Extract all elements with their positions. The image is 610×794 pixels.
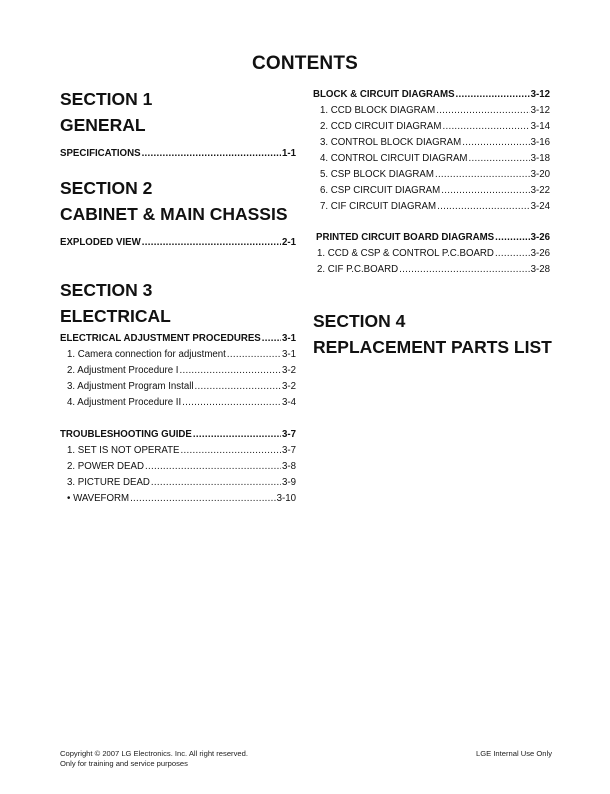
dot-leader — [442, 119, 529, 135]
toc-entry-page: 3-9 — [281, 477, 296, 488]
dot-leader — [437, 199, 530, 215]
toc-entry-page: 3-12 — [530, 89, 550, 100]
right-column — [313, 87, 550, 360]
toc-entry-label: 1. Camera connection for adjustment — [67, 349, 226, 360]
toc-subentry[interactable] — [313, 103, 550, 119]
section-4-title: REPLACEMENT PARTS LIST — [313, 337, 552, 357]
dot-leader — [462, 135, 529, 151]
toc-entry-page: 2-1 — [281, 237, 296, 248]
toc-entry-page: 3-7 — [281, 445, 296, 456]
dot-leader — [262, 331, 281, 347]
section-3-title: ELECTRICAL — [60, 306, 171, 326]
toc-subentry[interactable] — [60, 395, 296, 411]
toc-subentry[interactable] — [60, 379, 296, 395]
toc-entry-label: 2. CIF P.C.BOARD — [317, 264, 399, 275]
left-column — [60, 86, 296, 507]
dot-leader — [495, 230, 529, 246]
toc-subentry[interactable] — [60, 491, 296, 507]
toc-entry-page: 3-24 — [530, 201, 550, 212]
toc-entry-page: 3-7 — [281, 429, 296, 440]
toc-entry-page: 3-20 — [530, 169, 550, 180]
toc-entry-label: 5. CSP BLOCK DIAGRAM — [320, 169, 434, 180]
toc-entry-page: 3-26 — [530, 248, 550, 259]
footer-internal-use — [476, 749, 552, 759]
dot-leader — [193, 427, 281, 443]
toc-subentry[interactable] — [313, 167, 550, 183]
dot-leader — [142, 146, 281, 162]
toc-entry-exploded-view[interactable] — [60, 235, 296, 251]
toc-entry-label: 1. SET IS NOT OPERATE — [67, 445, 180, 456]
toc-entry-page: 3-12 — [530, 105, 550, 116]
toc-entry-label: 3. PICTURE DEAD — [67, 477, 150, 488]
toc-entry-label: 1. CCD BLOCK DIAGRAM — [320, 105, 436, 116]
toc-entry-label: 2. CCD CIRCUIT DIAGRAM — [320, 121, 442, 132]
toc-subentry[interactable] — [313, 119, 550, 135]
toc-subentry[interactable] — [313, 262, 550, 278]
toc-entry-label: 2. Adjustment Procedure I — [67, 365, 179, 376]
dot-leader — [179, 363, 281, 379]
dot-leader — [436, 103, 529, 119]
section-1-heading: SECTION 1 — [60, 89, 153, 109]
dot-leader — [195, 379, 281, 395]
toc-entry-label: 1. CCD & CSP & CONTROL P.C.BOARD — [317, 248, 494, 259]
section-1-title: GENERAL — [60, 115, 146, 135]
section-2-title: CABINET & MAIN CHASSIS — [60, 204, 288, 224]
section-2-heading: SECTION 2 — [60, 178, 153, 198]
toc-entry-page: 3-26 — [530, 232, 550, 243]
dot-leader — [495, 246, 530, 262]
toc-entry-page: 3-10 — [276, 493, 296, 504]
toc-entry-block-circuit-diagrams[interactable] — [313, 87, 550, 103]
toc-entry-pcb-diagrams[interactable] — [313, 230, 550, 246]
dot-leader — [182, 395, 281, 411]
toc-subentry[interactable] — [313, 135, 550, 151]
section-4-heading: SECTION 4 — [313, 311, 406, 331]
footer-copyright: Copyright © 2007 LG Electronics. Inc. All right reserved. — [60, 749, 248, 758]
toc-subentry[interactable] — [313, 183, 550, 199]
dot-leader — [145, 459, 281, 475]
footer-copyright-block — [60, 749, 248, 769]
dot-leader — [142, 235, 281, 251]
toc-entry-troubleshooting[interactable] — [60, 427, 296, 443]
toc-subentry[interactable] — [60, 443, 296, 459]
toc-entry-label: PRINTED CIRCUIT BOARD DIAGRAMS — [316, 232, 495, 243]
toc-subentry[interactable] — [313, 199, 550, 215]
toc-entry-electrical-adjustment[interactable] — [60, 331, 296, 347]
toc-subentry[interactable] — [60, 459, 296, 475]
toc-entry-label: 6. CSP CIRCUIT DIAGRAM — [320, 185, 441, 196]
toc-subentry[interactable] — [60, 363, 296, 379]
toc-entry-page: 3-2 — [281, 381, 296, 392]
toc-entry-label: • WAVEFORM — [67, 493, 130, 504]
toc-entry-page: 3-14 — [530, 121, 550, 132]
toc-entry-label: EXPLODED VIEW — [60, 237, 141, 248]
toc-entry-label: 4. CONTROL CIRCUIT DIAGRAM — [320, 153, 468, 164]
toc-entry-page: 3-2 — [281, 365, 296, 376]
dot-leader — [399, 262, 530, 278]
toc-entry-page: 3-22 — [530, 185, 550, 196]
dot-leader — [468, 151, 529, 167]
toc-entry-label: 3. Adjustment Program Install — [67, 381, 194, 392]
toc-entry-page: 3-28 — [530, 264, 550, 275]
toc-entry-page: 3-18 — [530, 153, 550, 164]
dot-leader — [435, 167, 530, 183]
toc-subentry[interactable] — [60, 347, 296, 363]
dot-leader — [456, 87, 530, 103]
page-title: CONTENTS — [251, 53, 359, 74]
footer-training-note: Only for training and service purposes — [60, 759, 188, 768]
toc-entry-page: 1-1 — [281, 148, 296, 159]
toc-entry-page: 3-1 — [281, 333, 296, 344]
toc-entry-page: 3-16 — [530, 137, 550, 148]
toc-entry-page: 3-4 — [281, 397, 296, 408]
toc-entry-label: 3. CONTROL BLOCK DIAGRAM — [320, 137, 462, 148]
toc-entry-page: 3-1 — [281, 349, 296, 360]
footer-internal-label: LGE Internal Use Only — [476, 749, 552, 758]
toc-entry-page: 3-8 — [281, 461, 296, 472]
section-3-heading: SECTION 3 — [60, 280, 153, 300]
toc-entry-label: ELECTRICAL ADJUSTMENT PROCEDURES — [60, 333, 261, 344]
toc-entry-label: 7. CIF CIRCUIT DIAGRAM — [320, 201, 437, 212]
toc-entry-label: BLOCK & CIRCUIT DIAGRAMS — [313, 89, 455, 100]
dot-leader — [130, 491, 276, 507]
toc-subentry[interactable] — [313, 151, 550, 167]
toc-entry-label: 2. POWER DEAD — [67, 461, 144, 472]
dot-leader — [441, 183, 529, 199]
toc-subentry[interactable] — [313, 246, 550, 262]
dot-leader — [151, 475, 281, 491]
toc-entry-label: SPECIFICATIONS — [60, 148, 141, 159]
toc-subentry[interactable] — [60, 475, 296, 491]
dot-leader — [227, 347, 281, 363]
toc-entry-specifications[interactable] — [60, 146, 296, 162]
toc-entry-label: 4. Adjustment Procedure II — [67, 397, 182, 408]
dot-leader — [181, 443, 281, 459]
toc-entry-label: TROUBLESHOOTING GUIDE — [60, 429, 192, 440]
